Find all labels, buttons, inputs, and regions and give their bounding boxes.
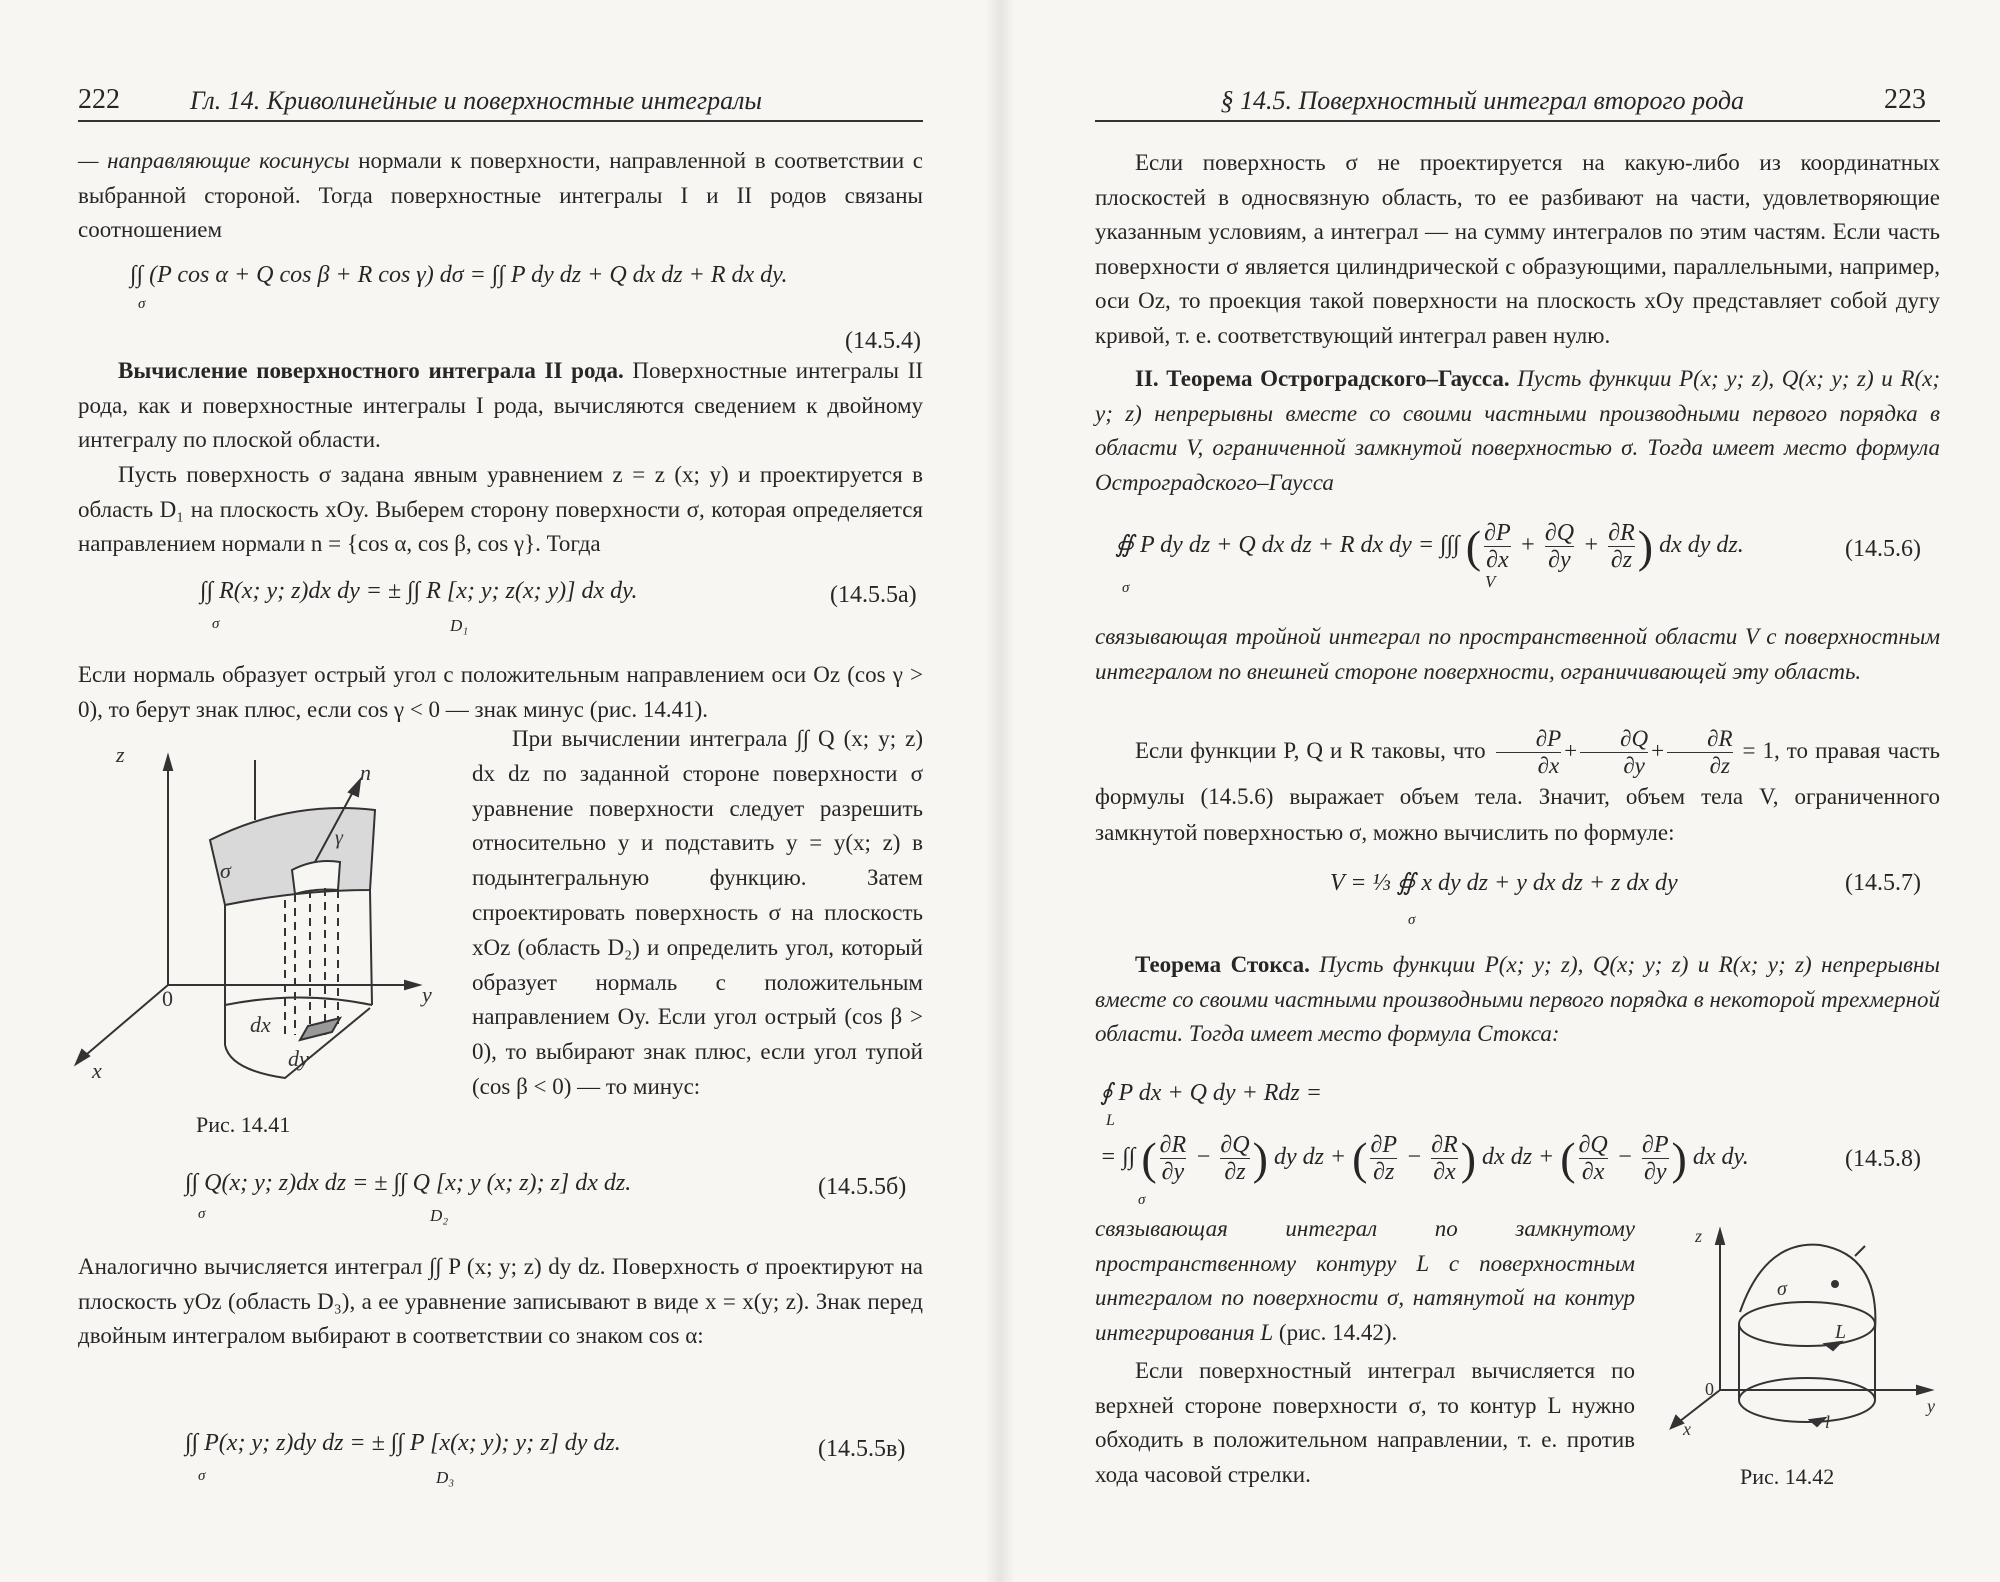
label-L: L [1835, 1321, 1847, 1343]
equation-14-5-5b-sub-left: σ [198, 1206, 206, 1222]
theorem-stokes-heading: Теорема Стокса. [1135, 952, 1310, 977]
label-dy: dy [288, 1046, 309, 1071]
right-paragraph-3: связывающая тройной интеграл по пространственной области V с поверхностным интегралом по внешней стороне поверхности, ограничивающей эту область. [1095, 624, 1940, 684]
left-paragraph-1 [78, 144, 923, 248]
equation-14-5-6-sub-sigma: σ [1122, 580, 1130, 596]
axis-z-arrow [1716, 1230, 1724, 1244]
projection-dashed-lines [285, 888, 338, 1040]
label-origin: 0 [162, 986, 173, 1011]
equation-14-5-8-sub-sigma: σ [1138, 1192, 1146, 1208]
equation-14-5-4: ∫∫ (P cos α + Q cos β + R cos γ) dσ = ∫∫ P dy dz + Q dx dz + R dx dy. [130, 262, 788, 288]
axis-x [80, 985, 168, 1060]
axis-y-arrow [1917, 1386, 1931, 1394]
theorem-ostrogradsky-heading: II. Теорема Остроградского–Гаусса. [1135, 366, 1510, 391]
axis-z-arrow [164, 756, 172, 770]
equation-number-14-5-8: (14.5.8) [1845, 1146, 1921, 1172]
label-x: x [1683, 1419, 1691, 1439]
left-page-number: 222 [78, 84, 120, 115]
equation-14-5-7: V = ⅓ ∯ x dy dz + y dx dz + z dx dy [1330, 870, 1678, 896]
fraction-dR-dz: $\frac{\partial R}{\partial z}$ [1667, 726, 1732, 779]
left-paragraph-6: Аналогично вычисляется интеграл ∫∫ P (x; y; z) dy dz. Поверхность σ проектируют на плоскость yOz (область D₃), а ее уравнение записывают в виде x = x(y; z). Знак перед двойным интегралом выбирают в соответствии со знаком cos α: [78, 1254, 923, 1348]
surface-point [1831, 1280, 1839, 1288]
section-heading-computation: Вычисление поверхностного интеграла II рода. [118, 358, 624, 383]
right-paragraph-6: связывающая интеграл по замкнутому пространственному контуру L с поверхностным интегралом по поверхности σ, натянутой на контур интегрирования L (рис. 14.42). [1095, 1216, 1635, 1345]
right-paragraph-2: II. Теорема Остроградского–Гаусса. Пусть функции P(x; y; z), Q(x; y; z) и R(x; y; z) непрерывны вместе со своими частными производными первого порядка в области V, ограниченной замкнутой поверхностью σ. Тогда имеет место формула Остроградского–Гаусса [1095, 366, 1940, 495]
equation-14-5-6-sub-v: V [1485, 572, 1496, 591]
projection-region-back [225, 998, 372, 1006]
label-z: z [116, 742, 125, 767]
label-n: n [360, 760, 371, 785]
equation-number-14-5-6: (14.5.6) [1845, 536, 1921, 562]
left-paragraph-3: Пусть поверхность σ задана явным уравнением z = z (x; y) и проектируется в область D₁ на плоскость xOy. Выберем сторону поверхности σ, которая определяется направлением нормали n = {cos α, cos β, cos γ}. Тогда [78, 462, 923, 556]
contour-L [1739, 1302, 1875, 1346]
left-running-header [78, 80, 923, 122]
axis-x-arrow [76, 1050, 89, 1064]
label-sigma: σ [220, 858, 231, 883]
contour-direction-arrow [1825, 1342, 1841, 1350]
figure-14-41-caption: Рис. 14.41 [196, 1112, 291, 1137]
label-x: x [92, 1058, 102, 1083]
equation-14-5-5v: ∫∫ P(x; y; z)dy dz = ± ∫∫ P [x(x; y); y; z] dy dz. [185, 1430, 621, 1456]
left-header-title: Гл. 14. Криволинейные и поверхностные интегралы [190, 86, 763, 115]
right-paragraph-7: Если поверхностный интеграл вычисляется по верхней стороне поверхности σ, то контур L нужно обходить в положительном направлении, т. е. против хода часовой стрелки. [1095, 1358, 1635, 1487]
cylinder-base [1739, 1378, 1875, 1422]
figure-14-42 [1665, 1220, 1945, 1460]
label-z: z [1695, 1226, 1703, 1246]
axis-y-arrow [405, 981, 419, 989]
right-paragraph-5: Теорема Стокса. Пусть функции P(x; y; z), Q(x; y; z) и R(x; y; z) непрерывны вместе со своими частными производными первого порядка в некоторой трехмерной области. Тогда имеет место формула Стокса: [1095, 952, 1940, 1046]
label-y: y [422, 982, 432, 1007]
axis-x-arrow [1671, 1416, 1683, 1428]
equation-14-5-5v-sub-right: D₃ [436, 1468, 455, 1487]
left-paragraph-5: При вычислении интеграла ∫∫ Q (x; y; z) dx dz по заданной стороне поверхности σ уравнение поверхности следует разрешить относительно y и подставить y = y(x; z) в подынтегральную функцию. Затем спроектировать поверхность σ на плоскость xOz (область D₂) и определить угол, который образует нормаль с положительным направлением Oy. Если угол острый (cos β > 0), то выбирают знак плюс, если угол тупой (cos β < 0) — то минус: [472, 726, 923, 1099]
label-y: y [1927, 1396, 1935, 1416]
right-page [1000, 0, 2000, 1582]
surface-sigma [210, 808, 375, 905]
equation-14-5-5a-sub-right: D₁ [450, 616, 469, 635]
equation-number-14-5-5v: (14.5.5в) [818, 1436, 906, 1462]
equation-number-14-5-7: (14.5.7) [1845, 870, 1921, 896]
figure-14-41 [70, 740, 470, 1090]
equation-number-14-5-5a: (14.5.5а) [830, 582, 917, 608]
fraction-dQ-dy: $\frac{\partial Q}{\partial y}$ [1580, 726, 1648, 779]
surface-element [292, 861, 340, 894]
equation-14-5-5v-sub-left: σ [198, 1468, 206, 1484]
equation-14-5-6: ∯ P dy dz + Q dx dz + R dx dy = ∫∫∫ ( $\frac{\partial P}{\partial x}$ + $\frac{\partial Q}{\partial y}$ + $\frac{\partial R}{\partial z}$ ) dx dy dz. [1115, 520, 1744, 573]
label-dx: dx [250, 1012, 271, 1037]
equation-number-14-5-4: (14.5.4) [845, 328, 921, 354]
left-p1-text: нормали к поверхности, направленной в соответствии с выбранной стороной. Тогда поверхностные интегралы I и II родов связаны соотношением [78, 148, 923, 242]
fraction-dP-dx: $\frac{\partial P}{\partial x}$ [1496, 726, 1561, 779]
equation-14-5-5a-sub-left: σ [212, 616, 220, 632]
cylinder-right-edge [370, 890, 372, 1005]
surface-sigma-top [1740, 1245, 1875, 1330]
equation-14-5-8-line-1: ∮ P dx + Q dy + Rdz = [1100, 1080, 1322, 1106]
equation-14-5-7-sub: σ [1408, 912, 1416, 928]
label-origin: 0 [1705, 1379, 1714, 1399]
label-gamma: γ [335, 827, 343, 849]
normal-stub [1855, 1246, 1865, 1256]
right-paragraph-4: Если функции P, Q и R таковы, что $\frac{\partial P}{\partial x}$ + $\frac{\partial Q}{\partial y}$ + $\frac{\partial R}{\partial z}$ = 1, то правая часть формулы (14.5.6) выражает объем тела. Значит, объем тела V, ограниченного замкнутой поверхностью σ, можно вычислить по формуле: [1095, 726, 1941, 845]
equation-number-14-5-5b: (14.5.5б) [818, 1174, 907, 1200]
right-page-number: 223 [1884, 84, 1926, 115]
figure-14-42-caption: Рис. 14.42 [1740, 1464, 1835, 1489]
right-running-header [1095, 80, 1940, 122]
left-paragraph-4: Если нормаль образует острый угол с положительным направлением оси Oz (cos γ > 0), то берут знак плюс, если cos γ < 0 — знак минус (рис. 14.41). [78, 662, 923, 722]
left-paragraph-2: Вычисление поверхностного интеграла II рода. Поверхностные интегралы II рода, как и поверхностные интегралы I рода, вычисляются сведением к двойному интегралу по плоской области. [78, 358, 923, 452]
equation-14-5-5a: ∫∫ R(x; y; z)dx dy = ± ∫∫ R [x; y; z(x; y)] dx dy. [200, 578, 638, 604]
label-sigma: σ [1777, 1278, 1787, 1300]
label-l: l [1825, 1412, 1831, 1432]
equation-14-5-8-sub-l: L [1106, 1112, 1115, 1129]
equation-14-5-4-sub: σ [138, 296, 146, 312]
directional-cosines-term: — направляющие косинусы [78, 148, 350, 173]
equation-14-5-5b: ∫∫ Q(x; y; z)dx dz = ± ∫∫ Q [x; y (x; z); z] dx dz. [185, 1170, 632, 1196]
right-header-title: § 14.5. Поверхностный интеграл второго рода [1220, 86, 1744, 115]
equation-14-5-5b-sub-right: D₂ [430, 1206, 449, 1225]
right-paragraph-1: Если поверхность σ не проектируется на какую-либо из координатных плоскостей в односвязную область, то ее разбивают на части, удовлетворяющие указанным условиям, а интеграл — на сумму интегралов по этим частям. Если часть поверхности σ является цилиндрической с образующими, параллельными, например, оси Oz, то проекция такой поверхности на плоскость xOy представляет собой дугу кривой, т. е. соответствующий интеграл равен нулю. [1095, 150, 1940, 348]
equation-14-5-8-line-2: = ∫∫ ( $\frac{\partial R}{\partial y}$ − $\frac{\partial Q}{\partial z}$ ) dy dz + ( $\frac{\partial P}{\partial z}$ − $\frac{\partial R}{\partial x}$ ) dx dz + ( $\frac{\partial Q}{\partial x}$ − $\frac{\partial P}{\partial y}$ ) dx dy. [1100, 1132, 1749, 1185]
